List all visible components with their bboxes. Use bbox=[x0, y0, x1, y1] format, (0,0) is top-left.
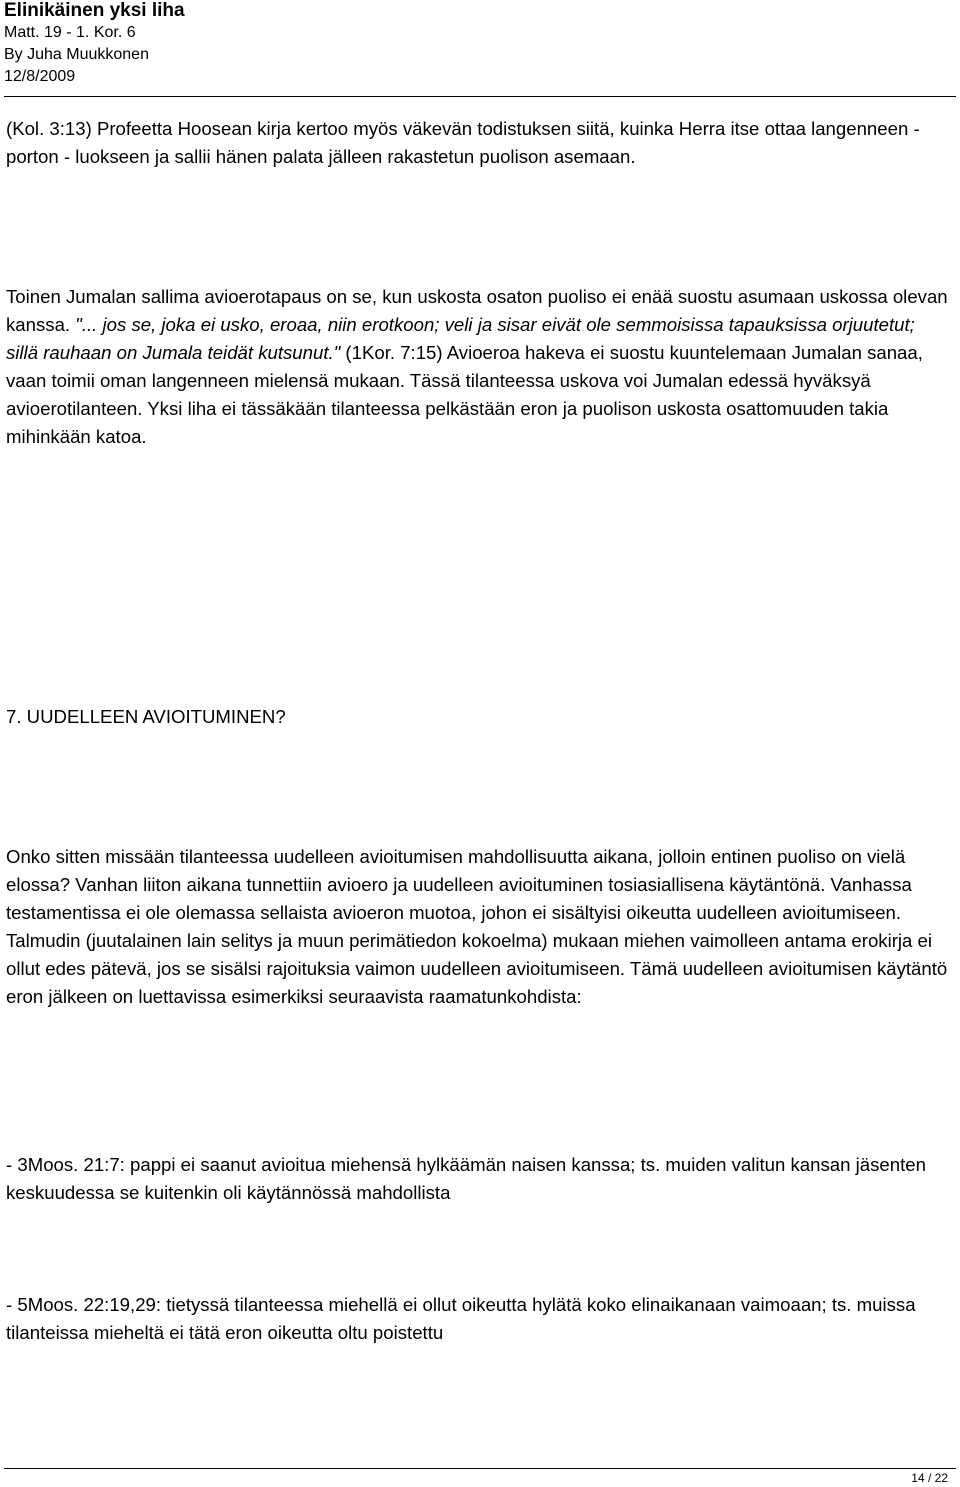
document-title: Elinikäinen yksi liha bbox=[4, 0, 185, 21]
paragraph-divorce-case-rest: (1Kor. 7:15) Avioeroa hakeva ei suostu kuuntelemaan Jumalan sanaa, vaan toimii oman langenneen mielensä mukaan. Tässä tilanteessa uskova voi Jumalan edessä hyväksyä avioerotilanteen. Yksi liha ei tässäkään tilanteessa pelkästään eron ja puolison uskosta osattomuuden takia mihinkään katoa. bbox=[6, 342, 923, 447]
list-item-5moos bbox=[6, 1291, 950, 1347]
page-header bbox=[4, 0, 954, 88]
paragraph-divorce-case-text bbox=[6, 283, 950, 451]
paragraph-hosea-text: (Kol. 3:13) Profeetta Hoosean kirja kertoo myös väkevän todistuksen siitä, kuinka Herra itse ottaa langenneen - porton - luokseen ja sallii hänen palata jälleen rakastetun puolison asemaan. bbox=[6, 118, 920, 167]
paragraph-hosea bbox=[6, 115, 950, 171]
list-item-3moos bbox=[6, 1151, 950, 1207]
author-line: By Juha Muukkonen bbox=[4, 46, 149, 63]
footer-divider bbox=[4, 1468, 956, 1469]
paragraph-remarriage-text: Onko sitten missään tilanteessa uudelleen avioitumisen mahdollisuutta aikana, jolloin entinen puoliso on vielä elossa? Vanhan liiton aikana tunnettiin avioero ja uudelleen avioituminen tosiasiallisena käytäntönä. Vanhassa testamentissa ei ole olemassa sellaista avioeron muotoa, johon ei sisältyisi oikeutta uudelleen avioitumiseen. Talmudin (juutalainen lain selitys ja muun perimätiedon kokoelma) mukaan miehen vaimolleen antama erokirja ei ollut edes pätevä, jos se sisälsi rajoituksia vaimon uudelleen avioitumiseen. Tämä uudelleen avioitumisen käytäntö eron jälkeen on luettavissa esimerkiksi seuraavista raamatunkohdista: bbox=[6, 846, 948, 1007]
header-divider bbox=[4, 96, 956, 97]
page-number: 14 / 22 bbox=[911, 1471, 948, 1485]
paragraph-divorce-case-intro: Toinen Jumalan sallima avioerotapaus on se, kun uskosta osaton puoliso ei enää suostu asumaan uskossa olevan kanssa. bbox=[6, 286, 948, 335]
list-item-5moos-text: - 5Moos. 22:19,29: tietyssä tilanteessa miehellä ei ollut oikeutta hylätä koko elinaikanaan vaimoaan; ts. muissa tilanteissa mieheltä ei tätä eron oikeutta oltu poistettu bbox=[6, 1294, 916, 1343]
section-heading bbox=[6, 703, 950, 731]
section-heading-text: 7. UUDELLEEN AVIOITUMINEN? bbox=[6, 706, 286, 727]
bible-quote-1kor: "... jos se, joka ei usko, eroaa, niin erotkoon; veli ja sisar eivät ole semmoisissa tapauksissa orjuutetut; sillä rauhaan on Jumala teidät kutsunut." bbox=[6, 314, 915, 363]
scripture-reference: Matt. 19 - 1. Kor. 6 bbox=[4, 24, 136, 41]
paragraph-remarriage bbox=[6, 843, 950, 1011]
paragraph-divorce-case bbox=[6, 283, 950, 451]
list-item-3moos-text: - 3Moos. 21:7: pappi ei saanut avioitua miehensä hylkäämän naisen kanssa; ts. muiden valitun kansan jäsenten keskuudessa se kuitenkin oli käytännössä mahdollista bbox=[6, 1154, 926, 1203]
publish-date: 12/8/2009 bbox=[4, 68, 76, 85]
